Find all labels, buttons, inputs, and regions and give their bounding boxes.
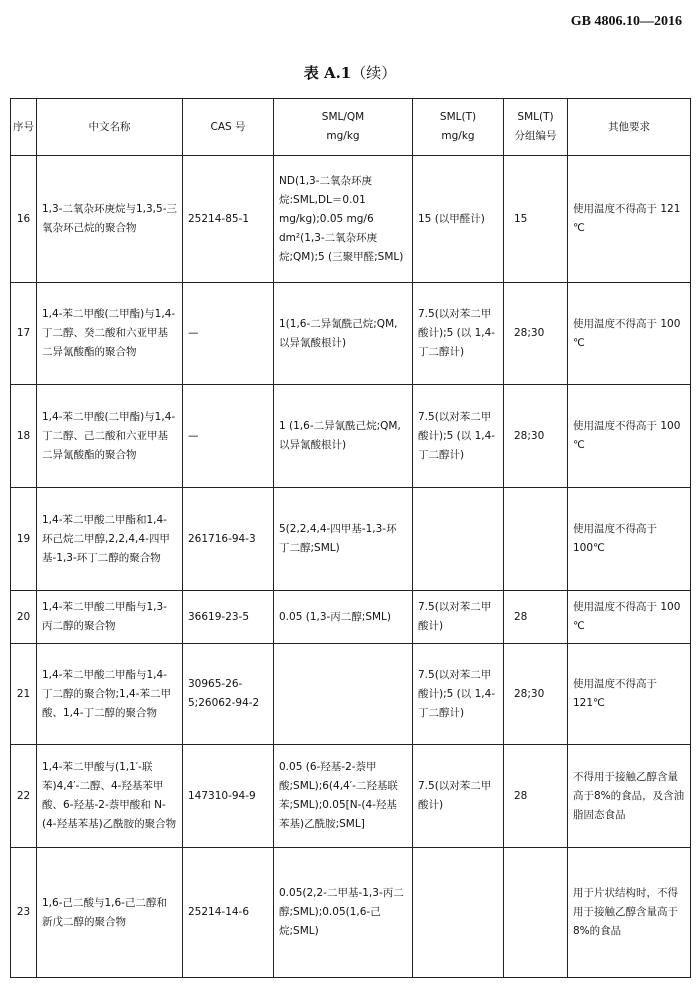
table-row — [11, 488, 691, 591]
cell-name: 1,4-苯二甲酸(二甲酯)与1,4-丁二醇、己二酸和六亚甲基二异氰酸酯的聚合物 — [37, 385, 183, 488]
cell-name: 1,4-苯二甲酸(二甲酯)与1,4-丁二醇、癸二酸和六亚甲基二异氰酸酯的聚合物 — [37, 283, 183, 385]
col-header-sml-qm-label: SML/QM — [321, 111, 365, 123]
substance-table — [10, 98, 691, 978]
col-header-name: 中文名称 — [37, 99, 183, 156]
cell-sml-qm: 0.05(2,2-二甲基-1,3-丙二醇;SML);0.05(1,6-己烷;SML) — [274, 848, 413, 978]
cell-cas: 30965-26-5;26062-94-2 — [183, 644, 274, 745]
table-row — [11, 745, 691, 848]
cell-seq: 20 — [11, 591, 37, 644]
col-header-smlt-group-label: SML(T) — [517, 111, 554, 123]
table-row — [11, 591, 691, 644]
cell-other: 使用温度不得高于121℃ — [568, 644, 691, 745]
table-row — [11, 156, 691, 283]
col-header-smlt-group-sub: 分组编号 — [514, 130, 557, 142]
cell-cas: 147310-94-9 — [183, 745, 274, 848]
cell-smlt — [413, 488, 504, 591]
cell-group: 28 — [504, 591, 568, 644]
cell-seq: 23 — [11, 848, 37, 978]
cell-cas: 261716-94-3 — [183, 488, 274, 591]
col-header-sml-qm — [274, 99, 413, 156]
cell-sml-qm: 5(2,2,4,4-四甲基-1,3-环丁二醇;SML) — [274, 488, 413, 591]
cell-cas: 25214-85-1 — [183, 156, 274, 283]
col-header-other: 其他要求 — [568, 99, 691, 156]
cell-other: 使用温度不得高于 100 ℃ — [568, 385, 691, 488]
cell-sml-qm: 1(1,6-二异氰酰己烷;QM,以异氰酸根计) — [274, 283, 413, 385]
table-title — [0, 62, 700, 83]
cell-name: 1,3-二氧杂环庚烷与1,3,5-三氧杂环己烷的聚合物 — [37, 156, 183, 283]
col-header-smlt-group — [504, 99, 568, 156]
cell-name: 1,4-苯二甲酸二甲酯与1,4-丁二醇的聚合物;1,4-苯二甲酸、1,4-丁二醇的聚合物 — [37, 644, 183, 745]
cell-sml-qm: 0.05 (6-羟基-2-萘甲酸;SML);6(4,4′-二羟基联苯;SML);0.05[N-(4-羟基苯基)乙酰胺;SML] — [274, 745, 413, 848]
table-row — [11, 283, 691, 385]
cell-sml-qm: 0.05 (1,3-丙二醇;SML) — [274, 591, 413, 644]
cell-other: 使用温度不得高于 100 ℃ — [568, 591, 691, 644]
cell-group: 28;30 — [504, 385, 568, 488]
cell-seq: 18 — [11, 385, 37, 488]
table-row — [11, 644, 691, 745]
cell-sml-qm — [274, 644, 413, 745]
cell-group: 28;30 — [504, 644, 568, 745]
cell-smlt: 7.5(以对苯二甲酸计);5 (以 1,4-丁二醇计) — [413, 283, 504, 385]
cell-smlt: 7.5(以对苯二甲酸计);5 (以 1,4-丁二醇计) — [413, 385, 504, 488]
table-title-main: 表 A.1 — [303, 64, 352, 82]
col-header-seq: 序号 — [11, 99, 37, 156]
cell-group — [504, 848, 568, 978]
col-header-cas: CAS 号 — [183, 99, 274, 156]
col-header-smlt-label: SML(T) — [439, 111, 477, 123]
cell-seq: 19 — [11, 488, 37, 591]
cell-other: 使用温度不得高于 100 ℃ — [568, 283, 691, 385]
cell-seq: 17 — [11, 283, 37, 385]
cell-group: 28 — [504, 745, 568, 848]
cell-cas: 25214-14-6 — [183, 848, 274, 978]
cell-other: 用于片状结构时，不得用于接触乙醇含量高于 8%的食品 — [568, 848, 691, 978]
table-header-row — [11, 99, 691, 156]
cell-name: 1,4-苯二甲酸二甲酯和1,4-环己烷二甲醇,2,2,4,4-四甲基-1,3-环丁二醇的聚合物 — [37, 488, 183, 591]
cell-cas: — — [183, 385, 274, 488]
table-title-continued: （续） — [351, 64, 397, 82]
cell-other: 使用温度不得高于 121 ℃ — [568, 156, 691, 283]
cell-name: 1,4-苯二甲酸二甲酯与1,3-丙二醇的聚合物 — [37, 591, 183, 644]
col-header-smlt-unit: mg/kg — [441, 130, 475, 142]
cell-sml-qm: 1 (1,6-二异氰酰己烷;QM,以异氰酸根计) — [274, 385, 413, 488]
standard-code: GB 4806.10—2016 — [570, 14, 682, 29]
cell-seq: 16 — [11, 156, 37, 283]
cell-name: 1,6-己二酸与1,6-己二醇和新戊二醇的聚合物 — [37, 848, 183, 978]
col-header-smlt — [413, 99, 504, 156]
table-row — [11, 385, 691, 488]
cell-group: 15 — [504, 156, 568, 283]
cell-name: 1,4-苯二甲酸与(1,1′-联苯)4,4′-二醇、4-羟基苯甲酸、6-羟基-2-萘甲酸和 N-(4-羟基苯基)乙酰胺的聚合物 — [37, 745, 183, 848]
cell-smlt: 7.5(以对苯二甲酸计) — [413, 591, 504, 644]
cell-sml-qm: ND(1,3-二氧杂环庚烷:SML,DL＝0.01 mg/kg);0.05 mg/6 dm²(1,3-二氧杂环庚烷;QM);5 (三聚甲醛;SML) — [274, 156, 413, 283]
cell-smlt — [413, 848, 504, 978]
cell-group — [504, 488, 568, 591]
cell-group: 28;30 — [504, 283, 568, 385]
col-header-sml-qm-unit: mg/kg — [326, 130, 360, 142]
table-row — [11, 848, 691, 978]
cell-cas: 36619-23-5 — [183, 591, 274, 644]
cell-other: 使用温度不得高于100℃ — [568, 488, 691, 591]
cell-smlt: 7.5(以对苯二甲酸计) — [413, 745, 504, 848]
cell-cas: — — [183, 283, 274, 385]
cell-seq: 22 — [11, 745, 37, 848]
cell-seq: 21 — [11, 644, 37, 745]
cell-other: 不得用于接触乙醇含量高于8%的食品，及含油脂固态食品 — [568, 745, 691, 848]
cell-smlt: 7.5(以对苯二甲酸计);5 (以 1,4-丁二醇计) — [413, 644, 504, 745]
cell-smlt: 15 (以甲醛计) — [413, 156, 504, 283]
